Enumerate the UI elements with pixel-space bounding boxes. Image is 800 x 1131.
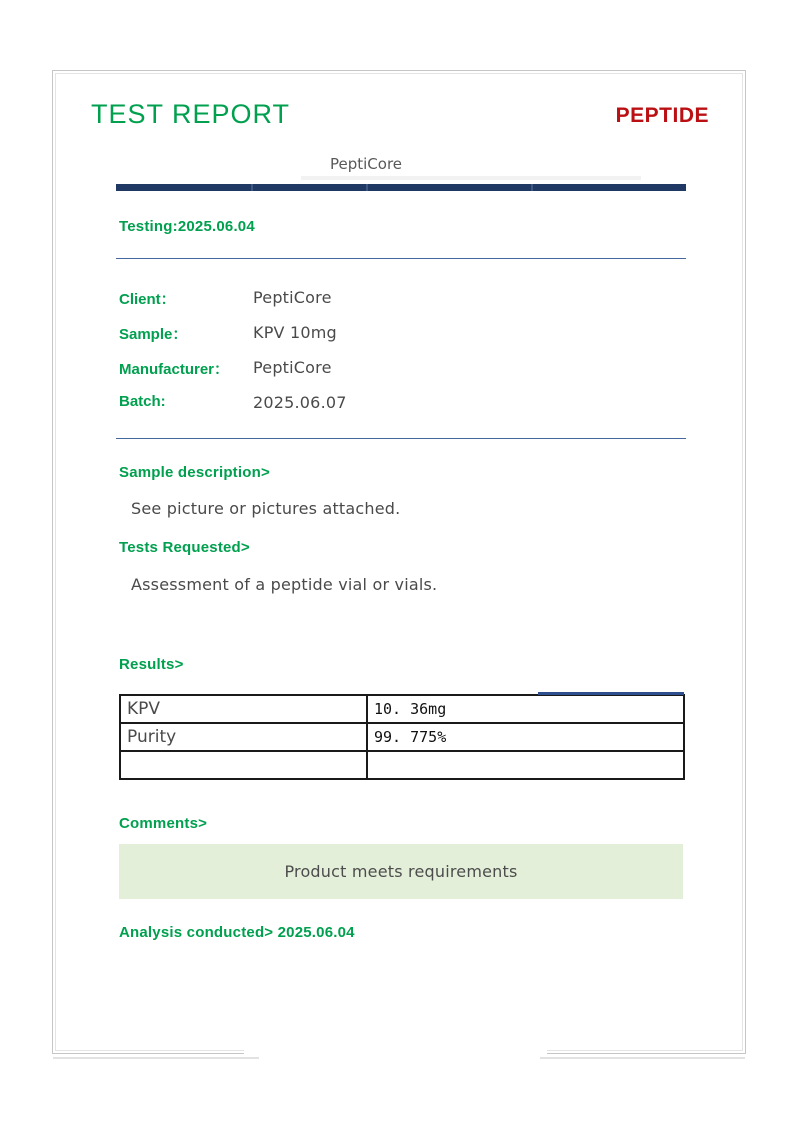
info-row-batch xyxy=(119,393,679,411)
report-title: TEST REPORT xyxy=(91,99,291,129)
result-value: 99. 775% xyxy=(367,723,684,751)
comments-body: Product meets requirements xyxy=(284,862,518,881)
result-name: Purity xyxy=(120,723,367,751)
sample-value: KPV 10mg xyxy=(253,323,337,342)
info-row-manufacturer xyxy=(119,358,679,376)
result-value: 10. 36mg xyxy=(367,695,684,723)
result-value xyxy=(367,751,684,779)
client-value: PeptiCore xyxy=(253,288,332,307)
bar-segment-mark xyxy=(531,184,533,191)
frame-artifact-left xyxy=(53,1057,259,1059)
bar-segment-mark xyxy=(251,184,253,191)
sample-description-body: See picture or pictures attached. xyxy=(131,499,401,518)
comments-box xyxy=(119,844,683,899)
sample-label: Sample： xyxy=(119,326,188,343)
manufacturer-value: PeptiCore xyxy=(253,358,332,377)
manufacturer-label: Manufacturer： xyxy=(119,361,230,378)
results-heading: Results> xyxy=(119,656,184,673)
scan-smudge xyxy=(301,176,641,180)
horizontal-rule xyxy=(116,438,686,439)
frame-artifact-right xyxy=(540,1057,745,1059)
frame-bottom-gap xyxy=(244,1047,547,1057)
analysis-conducted-heading: Analysis conducted> 2025.06.04 xyxy=(119,924,355,941)
comments-heading: Comments> xyxy=(119,815,208,832)
tests-requested-body: Assessment of a peptide vial or vials. xyxy=(131,575,438,594)
table-row xyxy=(120,723,684,751)
table-top-blue-segment xyxy=(538,692,684,695)
batch-value: 2025.06.07 xyxy=(253,393,347,412)
bar-segment-mark xyxy=(366,184,368,191)
tests-requested-heading: Tests Requested> xyxy=(119,539,250,556)
sample-description-heading: Sample description> xyxy=(119,464,270,481)
info-row-client xyxy=(119,288,679,306)
results-table xyxy=(119,694,685,780)
header-divider-bar xyxy=(116,184,686,191)
info-row-sample xyxy=(119,323,679,341)
client-label: Client： xyxy=(119,291,176,308)
company-name: PeptiCore xyxy=(329,155,403,173)
horizontal-rule xyxy=(116,258,686,259)
brand-label: PEPTIDE xyxy=(615,104,709,127)
batch-label: Batch: xyxy=(119,393,166,410)
table-row xyxy=(120,695,684,723)
result-name: KPV xyxy=(120,695,367,723)
testing-date-heading: Testing:2025.06.04 xyxy=(119,218,255,235)
result-name xyxy=(120,751,367,779)
report-page xyxy=(52,70,746,1054)
table-row xyxy=(120,751,684,779)
